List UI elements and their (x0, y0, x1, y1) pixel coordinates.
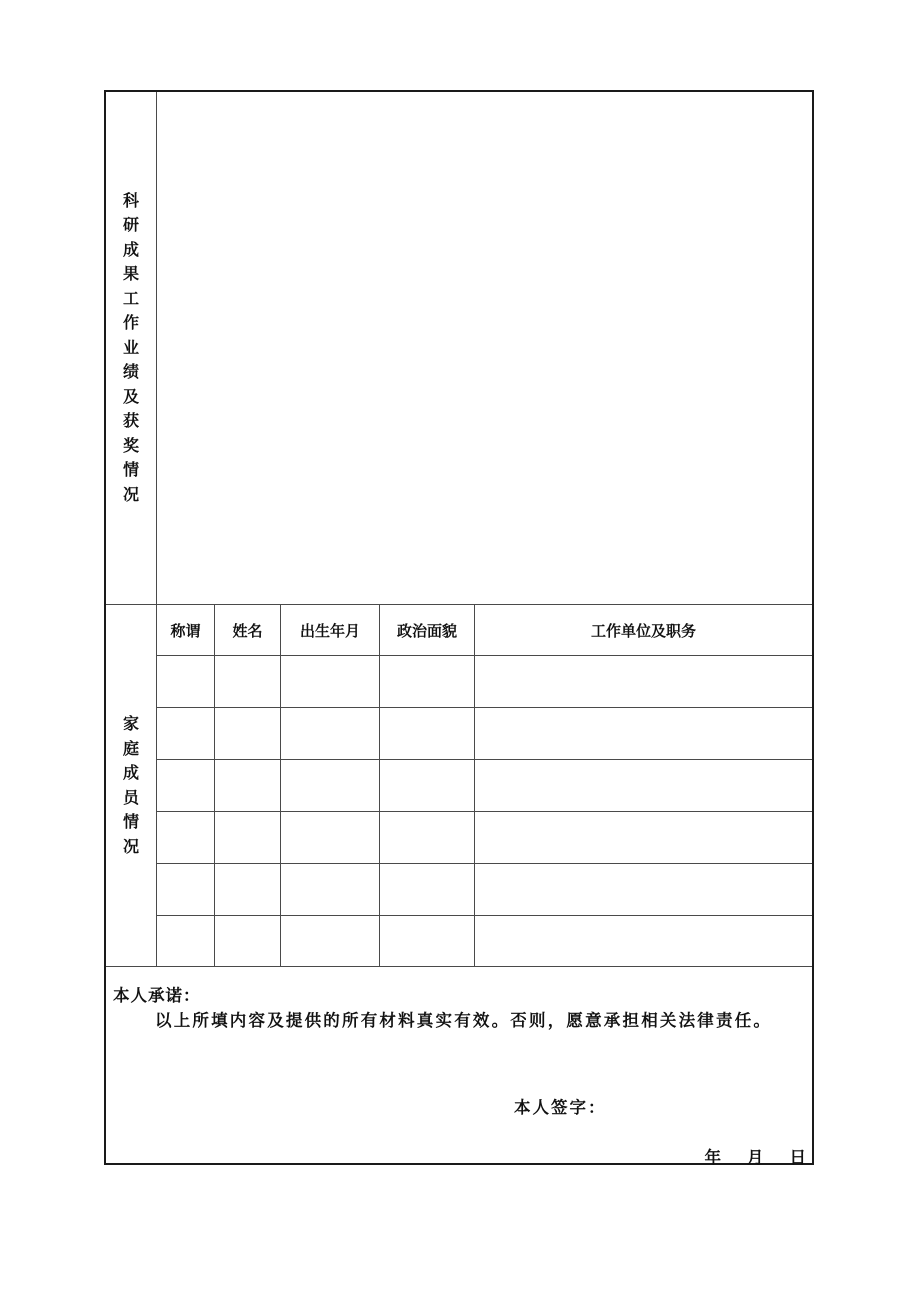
header-relation: 称谓 (170, 621, 201, 640)
name-field[interactable] (215, 864, 280, 915)
birth-date-field[interactable] (281, 812, 379, 863)
label-char: 绩 (122, 362, 139, 382)
name-field[interactable] (215, 760, 280, 811)
name-field[interactable] (215, 708, 280, 759)
label-char: 庭 (122, 738, 139, 758)
pledge-title: 本人承诺： (113, 986, 201, 1005)
family-label-chars (123, 712, 139, 859)
signature-label: 本人签字： (514, 1098, 607, 1117)
relation-field[interactable] (157, 864, 214, 915)
workplace-field[interactable] (475, 708, 812, 759)
political-status-field[interactable] (380, 656, 474, 707)
relation-field[interactable] (157, 916, 214, 966)
birth-date-field[interactable] (281, 916, 379, 966)
label-char: 果 (122, 264, 139, 284)
header-birth-date: 出生年月 (299, 621, 360, 640)
header-workplace-position: 工作单位及职务 (590, 621, 696, 640)
political-status-field[interactable] (380, 864, 474, 915)
research-achievements-field[interactable] (157, 92, 812, 604)
date-year-label: 年 (704, 1148, 721, 1167)
political-status-field[interactable] (380, 708, 474, 759)
label-char: 工 (122, 288, 139, 308)
date-month-label: 月 (747, 1148, 764, 1167)
label-char: 成 (122, 239, 139, 259)
relation-field[interactable] (157, 708, 214, 759)
pledge-section (106, 966, 812, 1167)
label-char: 作 (122, 313, 139, 333)
workplace-field[interactable] (475, 916, 812, 966)
family-members-label (106, 605, 156, 966)
relation-field[interactable] (157, 656, 214, 707)
label-char: 获 (122, 411, 139, 431)
label-char: 况 (122, 836, 139, 856)
relation-field[interactable] (157, 760, 214, 811)
date-line (705, 1144, 807, 1168)
label-char: 业 (122, 337, 139, 357)
workplace-field[interactable] (475, 812, 812, 863)
header-political-status: 政治面貌 (396, 621, 457, 640)
birth-date-field[interactable] (281, 708, 379, 759)
label-char: 研 (122, 215, 139, 235)
name-field[interactable] (215, 916, 280, 966)
label-char: 科 (122, 190, 139, 210)
label-char: 奖 (122, 435, 139, 455)
research-achievements-label (106, 92, 156, 604)
workplace-field[interactable] (475, 760, 812, 811)
date-day-label: 日 (789, 1148, 806, 1167)
form-table (104, 90, 814, 1165)
label-char: 情 (122, 460, 139, 480)
research-label-chars (123, 189, 139, 508)
birth-date-field[interactable] (281, 760, 379, 811)
birth-date-field[interactable] (281, 864, 379, 915)
label-char: 员 (122, 787, 139, 807)
name-field[interactable] (215, 656, 280, 707)
label-char: 情 (122, 812, 139, 831)
relation-field[interactable] (157, 812, 214, 863)
pledge-text: 以上所填内容及提供的所有材料真实有效。否则，愿意承担相关法律责任。 (155, 1011, 773, 1030)
political-status-field[interactable] (380, 812, 474, 863)
political-status-field[interactable] (380, 916, 474, 966)
label-char: 况 (122, 484, 139, 504)
label-char: 家 (122, 714, 139, 733)
name-field[interactable] (215, 812, 280, 863)
label-char: 成 (122, 763, 139, 782)
workplace-field[interactable] (475, 656, 812, 707)
birth-date-field[interactable] (281, 656, 379, 707)
workplace-field[interactable] (475, 864, 812, 915)
label-char: 及 (122, 386, 139, 406)
header-name: 姓名 (232, 621, 263, 640)
political-status-field[interactable] (380, 760, 474, 811)
